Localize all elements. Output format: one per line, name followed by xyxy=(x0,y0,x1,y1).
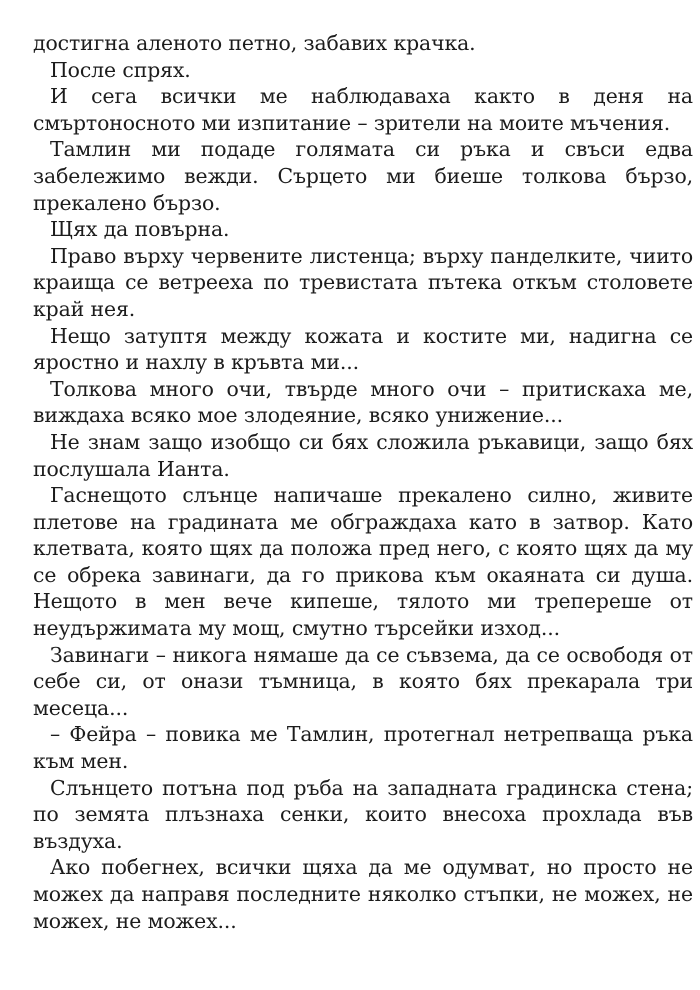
book-page-text xyxy=(33,30,693,934)
paragraph-7: Нещо затуптя между кожата и костите ми, надигна се яростно и нахлу в кръвта ми... xyxy=(33,323,693,375)
paragraph-6: Право върху червените листенца; върху панделките, чиито краища се ветрееха по тревистата пътека откъм столовете край нея. xyxy=(33,243,693,321)
paragraph-9: Не знам защо изобщо си бях сложила ръкавици, защо бях послушала Ианта. xyxy=(33,429,693,481)
paragraph-3: И сега всички ме наблюдаваха както в деня на смъртоносното ми изпитание – зрители на моите мъчения. xyxy=(33,84,693,135)
paragraph-5: Щях да повърна. xyxy=(50,217,230,242)
paragraph-13: Слънцето потъна под ръба на западната градинска стена; по земята плъзнаха сенки, които внесоха прохлада във въздуха. xyxy=(33,775,693,853)
paragraph-11: Завинаги – никога нямаше да се съвзема, да се освободя от себе си, от онази тъмница, в която бях прекарала три месеца... xyxy=(33,642,693,720)
paragraph-2: После спрях. xyxy=(50,57,191,82)
paragraph-14: Ако побегнех, всички щяха да ме одумват, но просто не можех да направя последните няколко стъпки, не можех, не можех, не можех... xyxy=(33,855,693,933)
paragraph-12: – Фейра – повика ме Тамлин, протегнал нетрепваща ръка към мен. xyxy=(33,722,693,774)
paragraph-1: достигна аленото петно, забавих крачка. xyxy=(33,31,476,55)
paragraph-10: Гаснещото слънце напичаше прекалено силно, живите плетове на градината ме обграждаха като в затвор. Като клетвата, която щях да положа пред него, с която щях да му се обрека завинаги, да го прикова към окаяната си душа. Нещото в мен вече кипеше, тялото ми трепереше от неудържимата му мощ, смутно търсейки изход... xyxy=(33,483,693,641)
paragraph-4: Тамлин ми подаде голямата си ръка и свъси едва забележимо вежди. Сърцето ми биеше толкова бързо, прекалено бързо. xyxy=(33,137,693,215)
paragraph-8: Толкова много очи, твърде много очи – притискаха ме, виждаха всяко мое злодеяние, всяко унижение... xyxy=(33,376,693,428)
